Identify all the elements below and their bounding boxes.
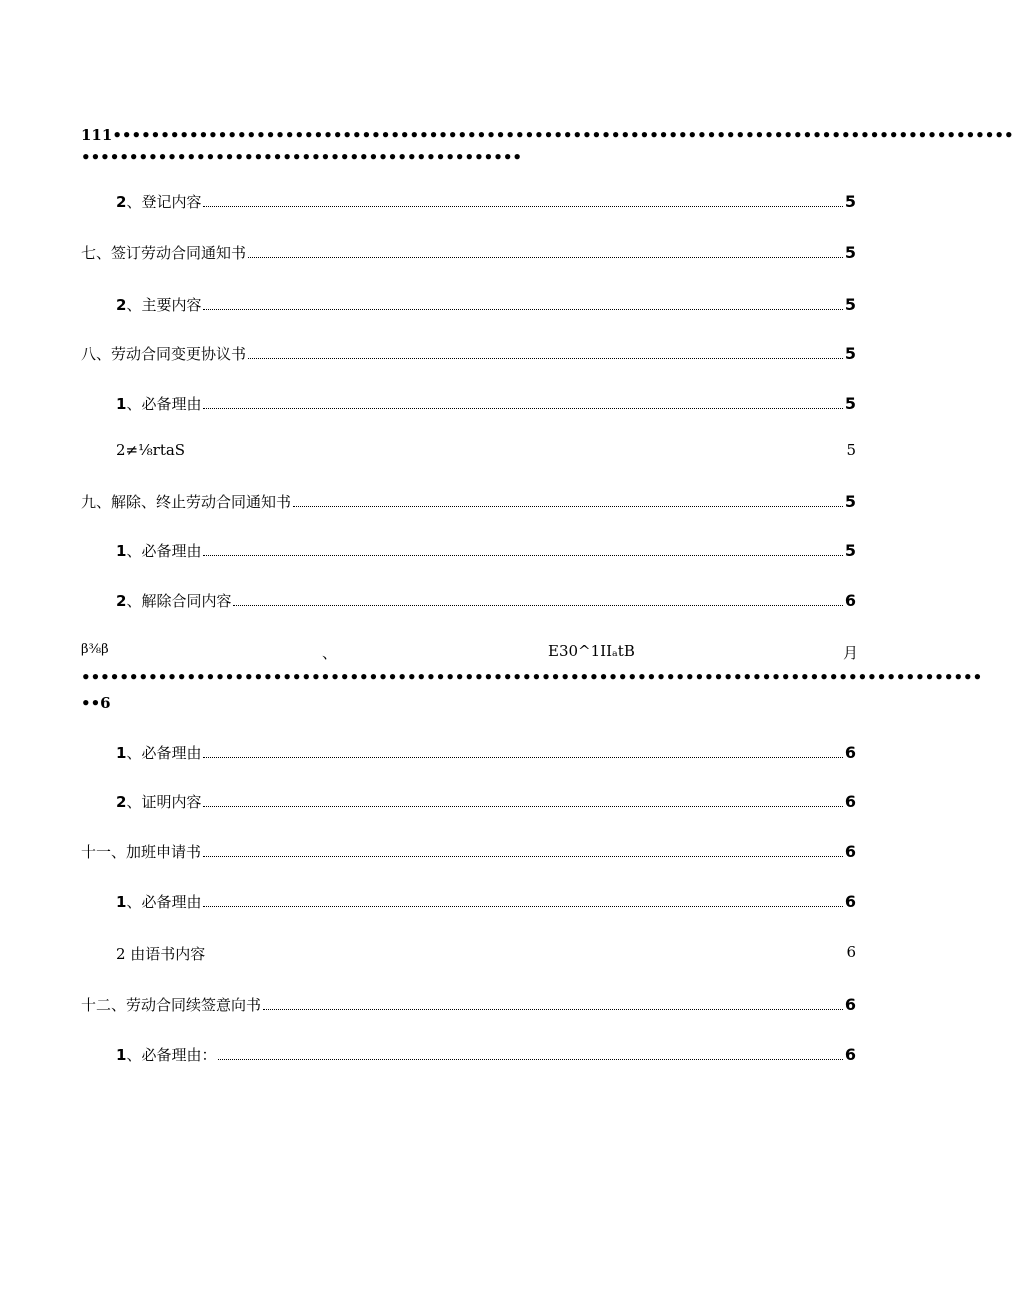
page-number: 6 (844, 743, 856, 762)
dot-leader (203, 756, 842, 758)
page-number: 5 (844, 344, 856, 363)
toc-entry[interactable]: 十一、加班申请书 6 (81, 842, 856, 861)
page-number: 6 (844, 892, 856, 911)
page-number: 6 (844, 995, 856, 1014)
garbled-part-4: 月 (843, 644, 859, 662)
page-number: 5 (844, 192, 856, 211)
fragment-start: 111 (81, 126, 113, 144)
toc-fragment-line-2 (81, 148, 523, 166)
toc-entry[interactable]: 1、必备理由 6 (116, 743, 856, 762)
fragment-dots-2: •••••••••••••••••••••••••••••••••••••••••••••• (81, 148, 523, 166)
dot-leader (218, 1058, 842, 1060)
toc-garbled-entry: 2≠⅛rtaS (116, 441, 186, 459)
dot-leader (248, 357, 843, 359)
dot-leader (203, 205, 842, 207)
page-number: 5 (844, 541, 856, 560)
toc-entry[interactable]: 八、劳动合同变更协议书 5 (81, 344, 856, 363)
toc-entry[interactable]: 1、必备理由 5 (116, 394, 856, 413)
dot-leader (203, 554, 842, 556)
toc-entry[interactable]: 2、证明内容 6 (116, 792, 856, 811)
dot-leader (248, 256, 843, 258)
toc-entry[interactable]: 七、签订劳动合同通知书 5 (81, 243, 856, 262)
page-number: 5 (846, 441, 856, 459)
garbled-part-2: 、 (322, 644, 338, 662)
toc-entry[interactable]: 1、必备理由： 6 (116, 1045, 856, 1064)
toc-entry[interactable]: 2、主要内容 5 (116, 295, 856, 314)
page-number: 5 (844, 394, 856, 413)
toc-garbled-tail: ••6 (81, 694, 111, 712)
garbled-part-3: E30^1IIₐtB (548, 642, 635, 660)
dot-leader (203, 407, 842, 409)
page-number: 6 (844, 591, 856, 610)
page-number: 6 (844, 1045, 856, 1064)
toc-plain-entry: 2 由语书内容 (116, 945, 206, 963)
garbled-part-1: β⅜β (81, 642, 109, 657)
toc-garbled-dots: •••••••••••••••••••••••••••••••••••••••••••••••••••••••••••••••••••••••••••••••••••••••••••••• (81, 668, 983, 686)
page-number: 5 (844, 492, 856, 511)
toc-entry[interactable]: 1、必备理由 6 (116, 892, 856, 911)
toc-entry[interactable]: 2、解除合同内容 6 (116, 591, 856, 610)
dot-leader (203, 805, 842, 807)
page-number: 5 (844, 295, 856, 314)
dot-leader (203, 308, 842, 310)
dot-leader (233, 604, 842, 606)
page-number: 5 (844, 243, 856, 262)
fragment-dots: •••••••••••••••••••••••••••••••••••••••••••••••••••••••••••••••••••••••••••••••••••••••••••••• (112, 126, 1014, 144)
page-number: 6 (846, 943, 856, 961)
dot-leader (263, 1008, 843, 1010)
page-number: 6 (844, 842, 856, 861)
toc-entry[interactable]: 1、必备理由 5 (116, 541, 856, 560)
dot-leader (203, 855, 843, 857)
toc-fragment-line-1 (81, 126, 1014, 144)
dot-leader (203, 905, 842, 907)
dot-leader (293, 505, 843, 507)
toc-entry[interactable]: 九、解除、终止劳动合同通知书 5 (81, 492, 856, 511)
toc-entry[interactable]: 2、登记内容 5 (116, 192, 856, 211)
toc-entry[interactable]: 十二、劳动合同续签意向书 6 (81, 995, 856, 1014)
page-number: 6 (844, 792, 856, 811)
